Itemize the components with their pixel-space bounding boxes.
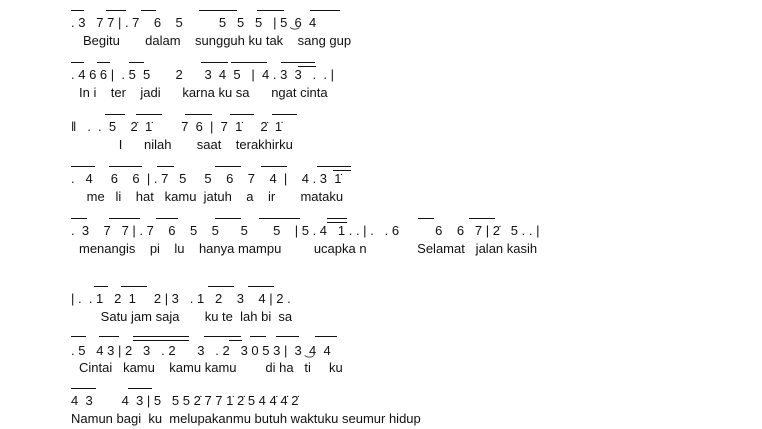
beat-bar [71, 388, 96, 389]
beat-bar [128, 388, 152, 389]
beat-bar [315, 336, 337, 337]
beat-bar [231, 62, 267, 63]
beat-bar [215, 166, 241, 167]
beat-bar [109, 166, 142, 167]
beat-bar [418, 218, 434, 219]
lyric-line-1: Begitu dalam sungguh ku tak sang gup [83, 33, 352, 48]
beat-bar [136, 114, 162, 115]
notation-line-3: ‖ . . 5 2̇ 1̇ 7 6 | 7 1̇ 2̇ 1̇ [71, 119, 283, 134]
beat-bar [133, 340, 189, 341]
notation-line-5: . 3 7 7 | . 7 6 5 5 5 5 | 5 . 4 1 . . | . . 6 6 6 7 | 2̇ 5 . . | [71, 223, 540, 238]
beat-bar [129, 62, 144, 63]
lyric-line-7: Cintai kamu kamu kamu di ha ti ku [79, 360, 343, 375]
beat-bar [133, 336, 189, 337]
beat-bar [327, 218, 347, 219]
beat-bar [215, 218, 241, 219]
notation-line-1: . 3 7 7 | . 7 6 5 5 5 5 | 5 ͜ 6 4 [71, 15, 317, 30]
beat-bar [272, 114, 297, 115]
beat-bar [71, 218, 87, 219]
beat-bar [121, 286, 147, 287]
beat-bar [204, 336, 241, 337]
notation-line-2: . 4 6 6 | . 5 5 2 3 4 5 | 4 . 3 3 . . | [71, 67, 335, 82]
beat-bar [71, 166, 95, 167]
beat-bar [317, 166, 351, 167]
lyric-line-6: Satu jam saja ku te lah bi sa [79, 309, 293, 324]
beat-bar [105, 114, 125, 115]
beat-bar [229, 340, 242, 341]
beat-bar [208, 286, 234, 287]
beat-bar [156, 218, 178, 219]
beat-bar [71, 10, 84, 11]
beat-bar [257, 10, 284, 11]
beat-bar [230, 114, 254, 115]
beat-bar [259, 218, 300, 219]
lyric-line-3: I nilah saat terakhirku [79, 137, 293, 152]
beat-bar [106, 10, 126, 11]
notation-line-7: . 5 4 3 | 2 3 . 2 3 . 2 3 0 5 3 | 3 ͜ 4 4 [71, 343, 331, 358]
beat-bar [94, 286, 108, 287]
beat-bar [97, 62, 110, 63]
beat-bar [199, 10, 237, 11]
beat-bar [281, 62, 315, 63]
beat-bar [71, 336, 86, 337]
lyric-line-2: In i ter jadi karna ku sa ngat cinta [79, 85, 328, 100]
beat-bar [201, 62, 228, 63]
beat-bar [185, 114, 212, 115]
beat-bar [250, 336, 266, 337]
lyric-line-4: me li hat kamu jatuh a ir mataku [83, 189, 344, 204]
beat-bar [248, 286, 274, 287]
beat-bar [469, 218, 495, 219]
beat-bar [157, 166, 174, 167]
beat-bar [109, 218, 140, 219]
notation-line-8: 4 3 4 3 | 5 5 5 2̇ 7 7 1̇ 2̇ 5 4 4̇ 4̇ 2̇ [71, 393, 299, 408]
beat-bar [99, 336, 119, 337]
beat-bar [276, 336, 299, 337]
beat-bar [141, 10, 156, 11]
beat-bar [310, 10, 340, 11]
beat-bar [71, 62, 84, 63]
lyric-line-8: Namun bagi ku melupakanmu butuh waktuku seumur hidup [71, 411, 421, 426]
beat-bar [261, 166, 287, 167]
lyric-line-5: menangis pi lu hanya mampu ucapka n Selamat jalan kasih [79, 241, 538, 256]
notation-line-6: | . . 1 2 1 2 | 3 . 1 2 3 4 | 2 . [71, 291, 291, 306]
notation-line-4: . 4 6 6 | . 7 5 5 6 7 4 | 4 . 3 1̇ [71, 171, 342, 186]
